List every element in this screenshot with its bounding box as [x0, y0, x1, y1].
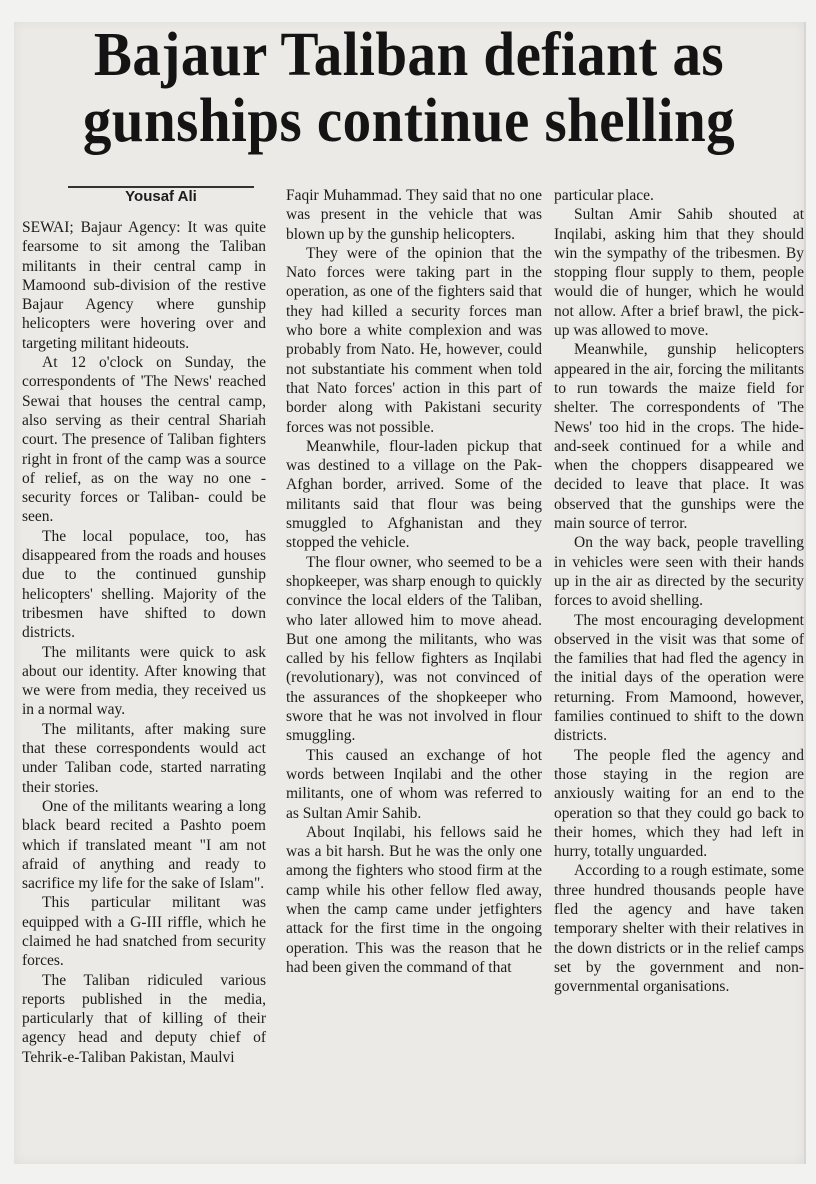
paragraph: SEWAI; Bajaur Agency: It was quite fearsome to sit among the Taliban militants in their central camp in Mamoond sub-division of the restive Bajaur Agency where gunship helicopters were hovering over and targeting militant hideouts. [22, 219, 266, 352]
paragraph: Faqir Muhammad. They said that no one was present in the vehicle that was blown up by the gunship helicopters. [286, 187, 542, 243]
paragraph: Meanwhile, flour-laden pickup that was destined to a village on the Pak-Afghan border, arrived. Some of the militants said that flour was being smuggled to Afghanistan and they stopped the vehicle. [286, 437, 542, 552]
paragraph: The local populace, too, has disappeared from the roads and houses due to the continued gunship helicopters' shelling. Majority of the tribesmen have shifted to down districts. [22, 527, 266, 642]
headline [46, 22, 773, 154]
article-column-3 [554, 186, 804, 996]
paragraph: The militants, after making sure that these correspondents would act under Taliban code, started narrating their stories. [22, 720, 266, 796]
paragraph: According to a rough estimate, some three hundred thousands people have fled the agency and have taken temporary shelter with their relatives in the down districts or in the relief camps set by the government and non-governmental organisations. [554, 862, 804, 996]
paragraph: This particular militant was equipped with a G-III riffle, which he claimed he had snatched from security forces. [22, 894, 266, 970]
paragraph: The most encouraging development observed in the visit was that some of the families that had fled the agency in the initial days of the operation were returning. From Mamoond, however, families continued to shift to the down districts. [554, 611, 804, 745]
paragraph: They were of the opinion that the Nato forces were taking part in the operation, as one of the fighters said that they had killed a security forces man who bore a white complexion and was probably from Nato. He, however, could not substantiate his comment when told that Nato forces' action in this part of border along with Pakistani security forces was not possible. [286, 244, 542, 436]
paragraph: Sultan Amir Sahib shouted at Inqilabi, asking him that they should win the sympathy of the tribesmen. By stopping flour supply to them, people would die of hunger, which he would not allow. After a brief brawl, the pick-up was allowed to move. [554, 206, 804, 340]
paragraph: The people fled the agency and those staying in the region are anxiously waiting for an end to the operation so that they could go back to their homes, which they had left in hurry, totally unguarded. [554, 746, 804, 861]
paragraph: This caused an exchange of hot words between Inqilabi and the other militants, one of whom was referred to as Sultan Amir Sahib. [286, 746, 542, 822]
paragraph: On the way back, people travelling in vehicles were seen with their hands up in the air as directed by the security forces to avoid shelling. [554, 534, 804, 610]
clipping-edge [804, 22, 806, 1164]
paragraph: The Taliban ridiculed various reports published in the media, particularly that of killing of their agency head and deputy chief of Tehrik-e-Taliban Pakistan, Maulvi [22, 971, 266, 1066]
paragraph: About Inqilabi, his fellows said he was a bit harsh. But he was the only one among the fighters who stood firm at the camp while his other fellow fled away, when the camp came under jetfighters attack for the first time in the ongoing operation. This was the reason that he had been given the command of that [286, 823, 542, 976]
paragraph: Meanwhile, gunship helicopters appeared in the air, forcing the militants to run towards the maize field for shelter. The correspondents of 'The News' too hid in the crops. The hide-and-seek continued for a while and when the choppers disappeared we decided to leave that place. It was observed that the gunships were the main source of terror. [554, 341, 804, 533]
headline-line-2: gunships continue shelling [82, 87, 736, 155]
byline: Yousaf Ali [125, 188, 197, 205]
paragraph: particular place. [554, 187, 654, 204]
article-column-2 [286, 186, 542, 977]
paragraph: One of the militants wearing a long black beard recited a Pashto poem which if translated meant "I am not afraid of anything and ready to sacrifice my life for the sake of Islam". [22, 797, 266, 893]
headline-line-1: Bajaur Taliban defiant as [93, 21, 725, 89]
paragraph: At 12 o'clock on Sunday, the correspondents of 'The News' reached Sewai that houses the central camp, also serving as their central Shariah court. The presence of Taliban fighters right in front of the camp was a source of relief, as on the way no one - security forces or Taliban- could be seen. [22, 354, 266, 526]
paragraph: The flour owner, who seemed to be a shopkeeper, was sharp enough to quickly convince the local elders of the Taliban, who later allowed him to move ahead. But one among the militants, who was called by his fellow fighters as Inqilabi (revolutionary), was not convinced of the assurances of the shopkeeper who swore that he was not involved in flour smuggling. [286, 553, 542, 745]
paragraph: The militants were quick to ask about our identity. After knowing that we were from media, they received us in a normal way. [22, 643, 266, 719]
article-column-1 [22, 218, 266, 1067]
